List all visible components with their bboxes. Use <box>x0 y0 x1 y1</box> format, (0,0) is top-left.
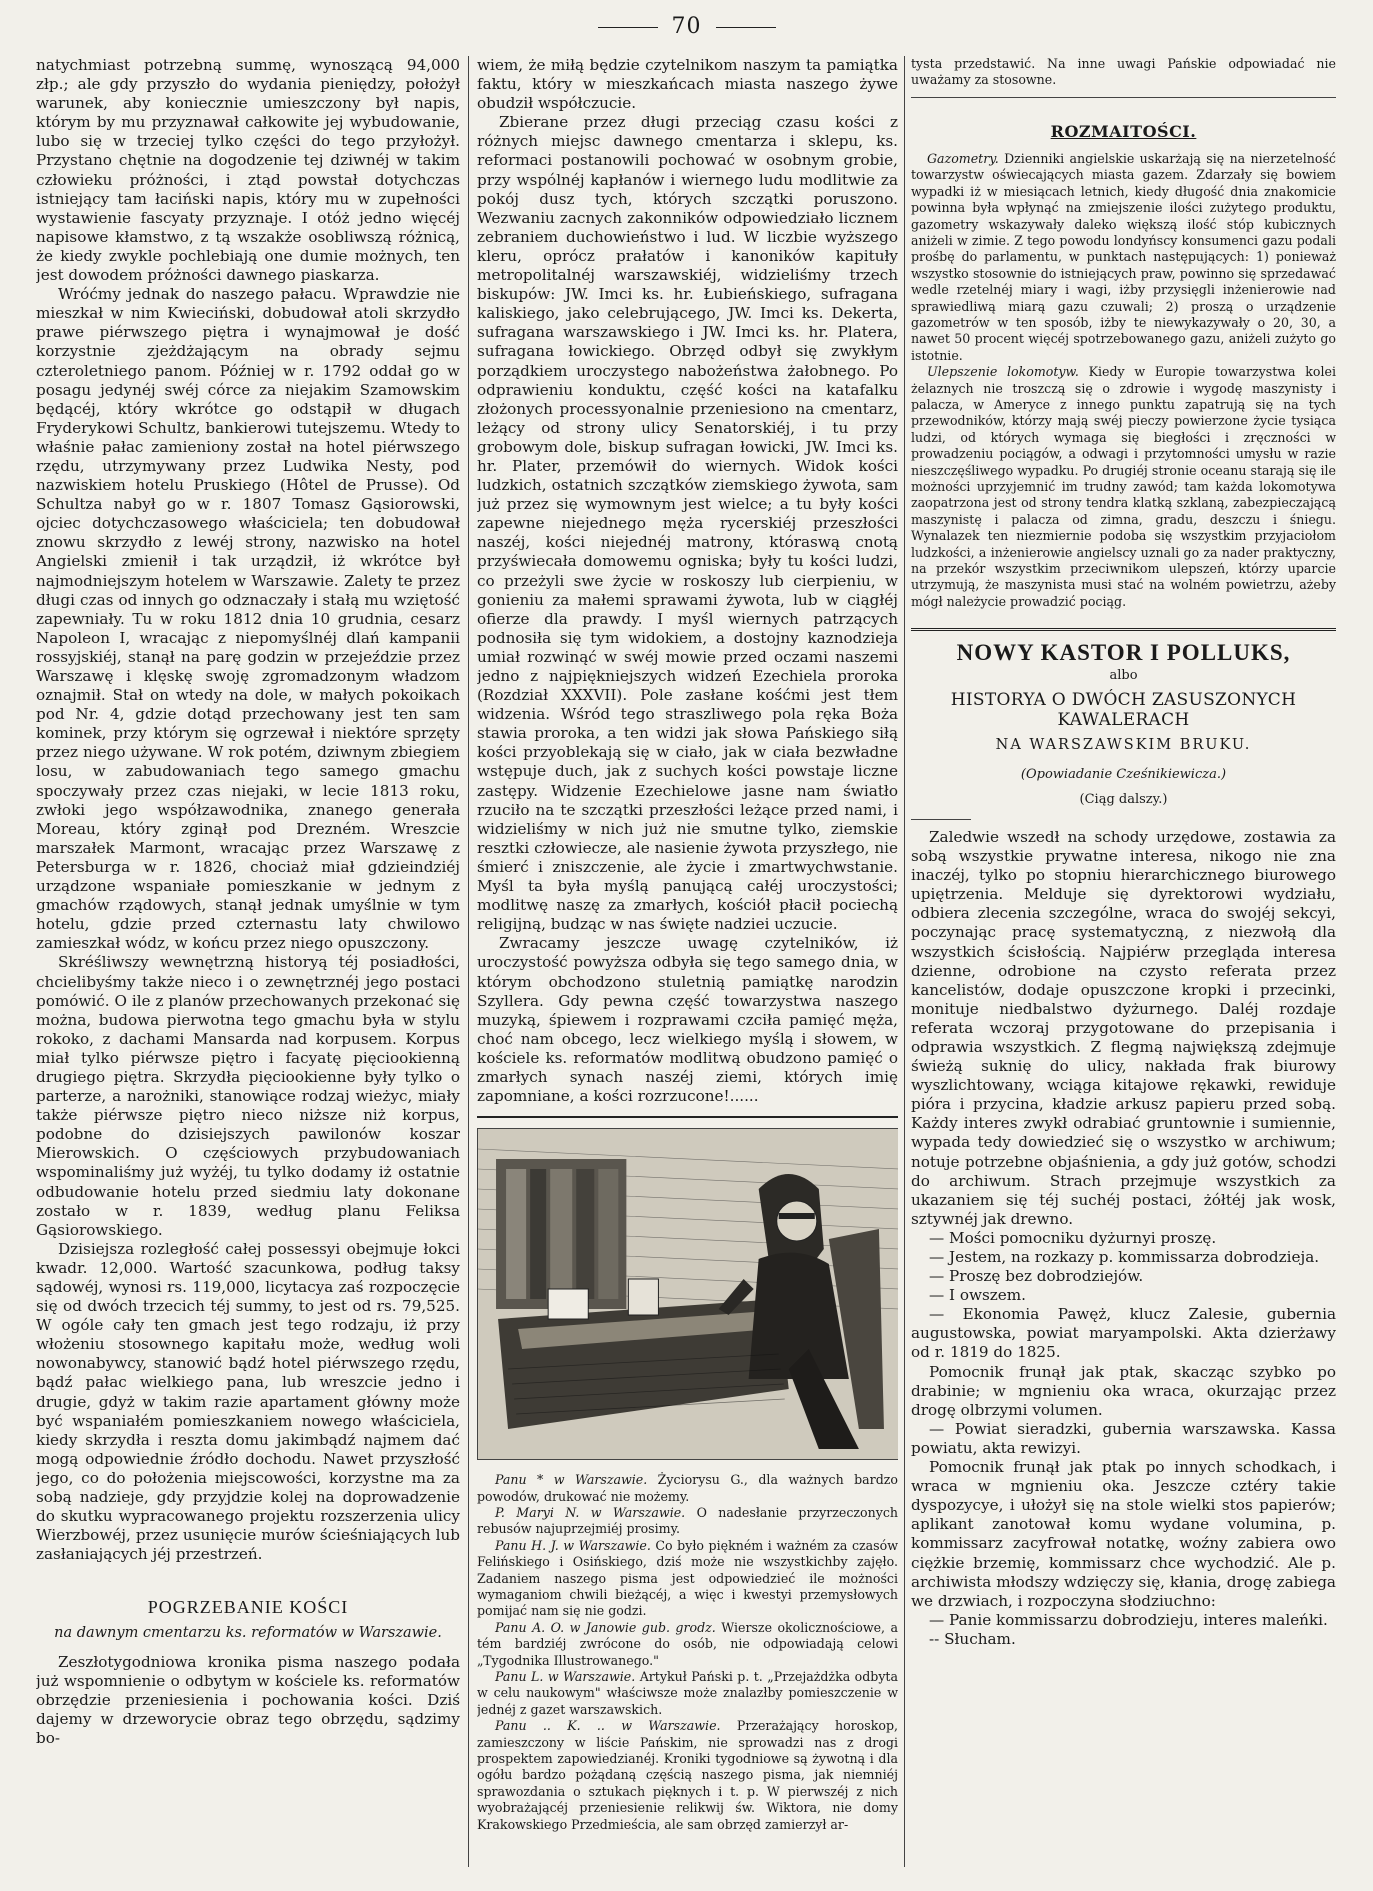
novel-paragraph: Pomocnik frunął jak ptak po innych schodkach, i wraca w mgnieniu oka. Jeszcze cztéry takie dyspozycye, i ułożył się na stole wielki stos papierów; aplikant zanotował komu wydane volumina, p. kommissarz zacyfrował notatkę, woźny zabiera owo ciężkie brzemię, kommissarz chce wychodzić. Ale p. archiwista młodszy wdzięczy się, kłania, drogę zabiega we drzwiach, i rozpoczyna słodziuchno: <box>911 1458 1336 1610</box>
column-1 <box>36 56 460 1867</box>
novel-paragraph: — Ekonomia Pawęż, klucz Zalesie, gubernia augustowska, powiat maryampolski. Akta dzierżawy od r. 1819 do 1825. <box>911 1305 1336 1362</box>
column-divider-1 <box>468 56 469 1867</box>
letter-item <box>477 1620 898 1669</box>
rozmaitosci-item <box>911 151 1336 364</box>
letters-continuation <box>911 56 1336 89</box>
letter-item <box>477 1538 898 1620</box>
letter-address: Panu H. J. w Warszawie. <box>495 1537 651 1553</box>
section-subtitle-pogrzebanie: na dawnym cmentarzu ks. reformatów w Warszawie. <box>54 1624 442 1641</box>
col1-paragraph: Skréśliwszy wewnętrzną historyą téj posiadłości, chcielibyśmy także nieco i o zewnętrznéj jego postaci pomówić. O ile z planów przechowanych przekonać się można, budowa pierwotna tego gmachu była w stylu rokoko, z dachami Mansarda nad korpusem. Korpus miał tylko piérwsze piętro i facyatę pięciookienną drugiego piętra. Skrzydła pięciookienne były tylko o parterze, a narożniki, stanowiące rodzaj wieżyc, miały także piérwsze piętro nieco niższe niż korpus, podobne do dzisiejszych pawilonów koszar Mierowskich. O częściowych przybudowaniach wspominaliśmy już wyżéj, tu tylko dodamy iż ostatnie odbudowanie hotelu przed siedmiu laty dokonane zostało w r. 1839, według planu Feliksa Gąsiorowskiego. <box>36 953 460 1239</box>
letter-address: Panu A. O. w Janowie gub. grodz. <box>495 1619 716 1635</box>
novel-body <box>911 828 1336 1649</box>
novel-paragraph: Pomocnik frunął jak ptak, skacząc szybko po drabinie; w mgnieniu oka wraca, okurzając przez drogę olbrzymi volumen. <box>911 1362 1336 1419</box>
letter-item <box>477 1505 898 1538</box>
novel-paragraph: — Proszę bez dobrodziejów. <box>929 1267 1144 1286</box>
novel-title: NOWY KASTOR I POLLUKS, <box>956 640 1291 666</box>
letter-text: Przerażający horoskop, zamieszczony w liście Pańskim, nie sprowadzi nas z drogi prospektem zapowiedzianéj. Kroniki tygodniowe są żywotną i dla ogółu bardzo pożądaną częścią naszego pisma, jak niemniéj sprawozdania o sztukach pięknych i t. p. W pierwszéj z nich wyobrażającéj przeniesienie relikwij św. Wiktora, nie domy Krakowskiego Przedmieścia, ale sam obrzęd zamierzył ar- <box>477 1718 898 1832</box>
letter-address: Panu .. K. .. w Warszawie. <box>495 1718 721 1734</box>
rozmaitosci-title: ROZMAITOŚCI. <box>1050 121 1197 141</box>
column-3 <box>911 56 1336 1867</box>
rozmaitosci-section <box>911 151 1336 610</box>
col2-paragraph: wiem, że miłą będzie czytelnikom naszym ta pamiątka faktu, który w mieszkańcach miasta naszego żywe obudził współczucie. <box>477 56 898 113</box>
woodcut-illustration <box>477 1128 898 1460</box>
col1-paragraph: natychmiast potrzebną summę, wynoszącą 94,000 złp.; ale gdy przyszło do wydania pieniędzy, położył warunek, aby koniecznie umieszczony był napis, którym by mu przyznawał całkowite jej wybudowanie, lubo się w trzeciej tylko części do tego przyłożył. Przystano chętnie na dogodzenie tej dziwnéj w takim człowieku próżności, i ztąd powstał dotychczas istniejący tam łaciński napis, który mu w zupełności wystawienie fascyaty przyznaje. I otóż jedno więcéj napisowe kłamstwo, z tą wszakże osobliwszą różnicą, że kiedy zwykle pochlebiają one dumie możnych, ten jest dowodem próżności dawnego piaskarza. <box>36 56 460 285</box>
letter-text: Artykuł Pański p. t. „Przejażdżka odbyta w celu naukowym" właściwsze może znalazłby pomieszczenie w jednéj z gazet warszawskich. <box>477 1669 898 1717</box>
novel-paragraph: — Mości pomocniku dyżurnyi proszę. <box>929 1228 1217 1247</box>
letters-to-editor <box>477 1472 898 1833</box>
letter-item <box>477 1669 898 1718</box>
novel-paragraph: — Powiat sieradzki, gubernia warszawska. Kassa powiatu, akta rewizyi. <box>911 1419 1336 1457</box>
novel-subtitle: HISTORYA O DWÓCH ZASUSZONYCH KAWALERACH <box>950 690 1297 730</box>
novel-rule <box>911 628 1336 631</box>
letter-text: O nadesłanie przyrzeczonych rebusów najuprzejmiéj prosimy. <box>477 1504 898 1537</box>
novel-paragraph: — Panie kommissarzu dobrodzieju, interes maleńki. <box>929 1610 1328 1629</box>
column-2 <box>477 56 898 1867</box>
letter-text: Wiersze okolicznościowe, a tém bardziéj zwrócone do osób, nie odpowiadają celowi „Tygodnika Illustrowanego." <box>477 1619 898 1668</box>
col1-paragraph: Dzisiejsza rozległość całej possessyi obejmuje łokci kwadr. 12,000. Wartość szacunkowa, podług taksy sądowéj, wynosi rs. 119,000, licytacya zaś rozpoczęcie się od dwóch trzecich téj summy, to jest od rs. 79,525. W ogóle cały ten gmach jest tego rodzaju, iż przy włożeniu stosownego kapitału może, według woli nowonabywcy, stanowić bądź hotel piérwszego rzędu, bądź pałac wielkiego pana, lub wreszcie jedno i drugie, gdyż w takim razie apartament główny może być wspaniałém pomieszkaniem nowego właściciela, kiedy skrzydła i reszta domu jakimbądź najmem dać mogą odpowiednie źródło dochodu. Nawet przyszłość jego, co do położenia miejscowości, korzystne ma za sobą nadzieje, gdy przyjdzie kolej na doprowadzenie do skutku wypracowanego projektu rozszerzenia ulicy Wierzbowéj, przez usunięcie murów ścieśniających lub zasłaniających jéj przestrzeń. <box>36 1239 460 1564</box>
novel-albo: albo <box>1109 668 1138 684</box>
col1-paragraph: Wróćmy jednak do naszego pałacu. Wprawdzie nie mieszkał w nim Kwieciński, dobudował atoli skrzydło prawe piérwszego piętra i wynajmował je dość korzystnie zjeżdżającym na obrady sejmu czteroletniego panom. Później w r. 1792 oddał go w posagu jedynéj swéj córce za niejakim Szamowskim będącéj, który wkrótce go odstąpił w długach Fryderykowi Schultz, bankierowi tutejszemu. Wtedy to właśnie pałac zamieniony został na hotel piérwszego rzędu, utrzymywany przez Ludwika Nesty, pod nazwiskiem hotelu Pruskiego (Hôtel de Prusse). Od Schultza nabył go w r. 1807 Tomasz Gąsiorowski, ojciec dotychczasowego właściciela; ten dobudował znowu skrzydło z lewéj strony, nazwisko na hotel Angielski zmienił i tak urządził, iż wkrótce był najmodniejszym hotelem w Warszawie. Zalety te przez długi czas od innych go odznaczały i stałą mu wziętość zapewniały. Tu w roku 1812 dnia 10 grudnia, cesarz Napoleon I, wracając z niepomyślnéj dlań kampanii rossyjskiéj, stanął na parę godzin w przejeździe przez Warszawę i klęskę swoję zgromadzonym władzom oznajmił. Stał on wtedy na dole, w małych pokoikach pod Nr. 4, gdzie dotąd przechowany jest ten sam kominek, przy którym się ogrzewał i niektóre sprzęty przez niego używane. W rok potém, dziwnym zbiegiem losu, w zabudowaniach tego samego gmachu spoczywały przez czas niejaki, w lecie 1813 roku, zwłoki jego współzawodnika, znanego generała Moreau, który zginął pod Drezném. Wreszcie marszałek Marmont, wracając przez Warszawę z Petersburga w r. 1826, chociaż miał gdzieindziéj urządzone wspaniałe pomieszkanie w jednym z gmachów rządowych, stanął jednak umyślnie w tym hotelu, gdzie przed czternastu laty chwilowo zamieszkał wódz, w końcu przez niego opuszczony. <box>36 285 460 953</box>
letter-item <box>477 1718 898 1833</box>
novel-continued: (Ciąg dalszy.) <box>1079 791 1168 807</box>
novel-paragraph: — I owszem. <box>929 1286 1026 1305</box>
page-number-dash-left <box>598 27 658 28</box>
novel-attribution: (Opowiadanie Cześnikiewicza.) <box>1020 766 1227 782</box>
novel-subtitle-2: NA WARSZAWSKIM BRUKU. <box>995 736 1252 753</box>
page-number <box>0 14 1373 39</box>
column-divider-2 <box>904 56 905 1867</box>
rozmaitosci-lead: Ulepszenie lokomotyw. <box>927 364 1079 380</box>
rozmaitosci-text: Dzienniki angielskie uskarżają się na nierzetelność towarzystw oświecających miasta gazem. Zdarzały się bowiem wypadki iż w miesiącach letnich, kiedy długość dnia znakomicie powinna była wpłynąć na zmiejszenie ilości zużytego produktu, gazometry wskazywały daleko większą ilość stóp kubicznych aniżeli w zimie. Z tego powodu londyńscy konsumenci gazu podali prośbę do parlamentu, w punktach następujących: 1) ponieważ wszystko stosownie do istniejących praw, powinno się sprzedawać wedle rzetelnéj miary i wagi, iżby przysięgli inżenierowie nad sprawiedliwą miarą gazu czuwali; 2) proszą o urządzenie gazometrów w ten sposób, iżby te niewykazywały o 20, 30, a nawet 50 procent więcéj spotrzebowanego gazu, aniżeli zużyto go istotnie. <box>911 150 1336 363</box>
novel-rule-bottom <box>911 819 971 820</box>
letter-address: P. Maryi N. w Warszawie. <box>495 1504 686 1520</box>
novel-paragraph: Zaledwie wszedł na schody urzędowe, zostawia za sobą wszystkie prywatne interesa, nikogo nie zna inaczéj, tylko po stopniu hierarchicznego biurowego upiętrzenia. Melduje się dyrektorowi wydziału, odbiera zlecenia szczególne, wraca do swojéj sekcyi, poczynając pracę systematyczną, z niezwołą dla wszystkich ścisłością. Najpiérw przegląda interesa dzienne, odrobione na czysto referata przez kancelistów, dodaje opuszczone kropki i przecinki, monituje niedbalstwo dyżurnego. Daléj rozdaje referata wczoraj przygotowane do przepisania i odprawia wszystkich. Z flegmą największą zdejmuje świeżą suknię do ulicy, nakłada frak biurowy wyszlichtowany, wciąga kitajowe rękawki, rewiduje pióra i przycina, kładzie arkusz papieru przed sobą. Każdy interes zwykł odrabiać gruntownie i sumiennie, wypada tedy dowiedzieć się o wszystko w archiwum; notuje potrzebne objaśnienia, a gdy już gotów, schodzi do archiwum. Strach przejmuje wszystkich za ukazaniem się téj suchéj postaci, żółtéj jak wosk, sztywnéj jak drewno. <box>911 827 1336 1228</box>
letter-text: Życiorysu G., dla ważnych bardzo powodów, drukować nie możemy. <box>477 1472 898 1504</box>
page-number-dash-right <box>716 27 776 28</box>
letter-item <box>477 1472 898 1505</box>
letter-text: Co było piękném i ważném za czasów Felińskiego i Osińskiego, dziś może nie wszystkichby zajęło. Zadaniem naszego pisma jest odpowiedzieć ile możności wymaganiom chwili bieżącéj, a więc i kwestyi przemysłowych pomijać nam się nie godzi. <box>477 1537 898 1619</box>
col2-paragraph: Zwracamy jeszcze uwagę czytelników, iż uroczystość powyższa odbyła się tego samego dnia, w którym obchodzono stuletnią pamiątkę narodzin Szyllera. Gdy pewna część towarzystwa naszego muzyką, śpiewem i rozprawami czciła pamięć męża, choć nam obcego, lecz wielkiego myślą i słowem, w kościele ks. reformatów modlitwą obudzono pamięć o zmarłych synach naszéj ziemi, których imię zapomniane, a kości rozrzucone!...... <box>477 934 898 1106</box>
col1-section-paragraph: Zeszłotygodniowa kronika pisma naszego podała już wspomnienie o odbytym w kościele ks. reformatów obrzędzie przeniesienia i pochowania kości. Dziś dajemy w drzeworycie obraz tego obrzędu, sądzimy bo- <box>36 1652 460 1747</box>
page-number-value: 70 <box>671 14 702 39</box>
novel-paragraph: -- Słucham. <box>929 1629 1016 1648</box>
woodcut-scholar-at-desk-icon <box>478 1129 898 1459</box>
rozmaitosci-lead: Gazometry. <box>927 150 999 166</box>
section-title-pogrzebanie: POGRZEBANIE KOŚCI <box>147 1597 349 1618</box>
novel-paragraph: — Jestem, na rozkazy p. kommissarza dobrodzieja. <box>929 1248 1320 1266</box>
letter-continuation-text: tysta przedstawić. Na inne uwagi Pańskie odpowiadać nie uważamy za stosowne. <box>911 56 1336 88</box>
letter-address: Panu L. w Warszawie. <box>495 1669 636 1685</box>
rozmaitosci-text: Kiedy w Europie towarzystwa kolei żelaznych nie troszczą się o zdrowie i wygodę maszynisty i palacza, w Ameryce z innego punktu zapatrują się na tych przewodników, którzy mają swéj pieczy powierzone życie tysiąca ludzi, od których wymaga się biegłości i zręczności w prowadzeniu pociągów, a odwagi i przytomności umysłu w razie nieszczęśliwego wypadku. Po drugiéj stronie oceanu starają się ile możności uprzyjemnić im trudny zawód; tam każda lokomotywa zaopatrzona jest od strony tendra klatką szklaną, zabezpieczającą maszynistę i palacza od zimna, gradu, deszczu i śniegu. Wynalazek ten niezmiernie podoba się wszystkim przyjaciołom ludzkości, a inżenierowie angielscy uznali go za nader praktyczny, na przekór wszystkim przeciwnikom ulepszeń, którzy uparcie utrzymują, że maszynista musi stać na wolném powietrzu, ażeby mógł należycie prowadzić pociąg. <box>911 364 1336 609</box>
illustration-rule <box>477 1116 898 1118</box>
rozmaitosci-rule-top <box>911 97 1336 98</box>
letter-address: Panu * w Warszawie. <box>495 1472 648 1488</box>
col2-paragraph: Zbierane przez długi przeciąg czasu kości z różnych miejsc dawnego cmentarza i sklepu, ks. reformaci postanowili pochować w osobnym grobie, przy wspólnéj kapłanów i wiernego ludu modlitwie za pokój dusz tych, których szczątki poruszono. Wezwaniu zacnych zakonników odpowiedziało licznem zebraniem duchowieństwo i lud. W liczbie wyższego kleru, oprócz prałatów i kanoników kapituły metropolitalnéj warszawskiéj, widzieliśmy trzech biskupów: JW. Imci ks. hr. Łubieńskiego, sufragana kaliskiego, jako celebrującego, JW. Imci ks. Dekerta, sufragana warszawskiego i JW. Imci ks. hr. Platera, sufragana łowickiego. Obrzęd odbył się zwykłym porządkiem uroczystego nabożeństwa żałobnego. Po odprawieniu konduktu, część kości na katafalku złożonych processyonalnie przeniesiono na cmentarz, leżący od strony ulicy Senatorskiéj, i tu przy grobowym dole, biskup sufragan łowicki, JW. Imci ks. hr. Plater, przemówił do wiernych. Widok kości ludzkich, ostatnich szczątków ziemskiego żywota, sam już przez się wymownym jest wielce; a tu były kości zapewne niejednego męża rycerskiéj przeszłości naszéj, kości niejednéj matrony, któraswą cnotą przyświecała domowemu ogniska; były tu kości ludzi, co przeżyli swe życie w roskoszy lub cierpieniu, w gonieniu za małemi sprawami żywota, lub w ciągłéj ofierze dla prawdy. I myśl wiernych patrzących podnosiła się tym widokiem, a dostojny kaznodzieja umiał rozwinąć w swéj mowie przed oczami naszemi jedno z najpiękniejszych widzeń Ezechiela proroka (Rozdział XXXVII). Pole zasłane kośćmi jest tłem widzenia. Wśród tego straszliwego pola ręka Boża stawia proroka, a ten widzi jak słowa Pańskiego siłą kości przyoblekają się w ciało, jak w ciała bezwładne wstępuje duch, jak z suchych kości powstaje liczne zastępy. Widzenie Ezechielowe jasne nam światło rzuciło na te szczątki przeszłości leżące przed nami, i widzieliśmy w nich już nie smutne tylko, ziemskie resztki człowiecze, ale nasienie żywota przyszłego, nie śmierć i zniszczenie, ale życie i zmartwychwstanie. Myśl ta była myślą panującą całéj uroczystości; modlitwę naszę za zmarłych, kościół płacił pociechą religijną, budząc w nas święte nadziei uczucie. <box>477 113 898 934</box>
rozmaitosci-item <box>911 364 1336 610</box>
